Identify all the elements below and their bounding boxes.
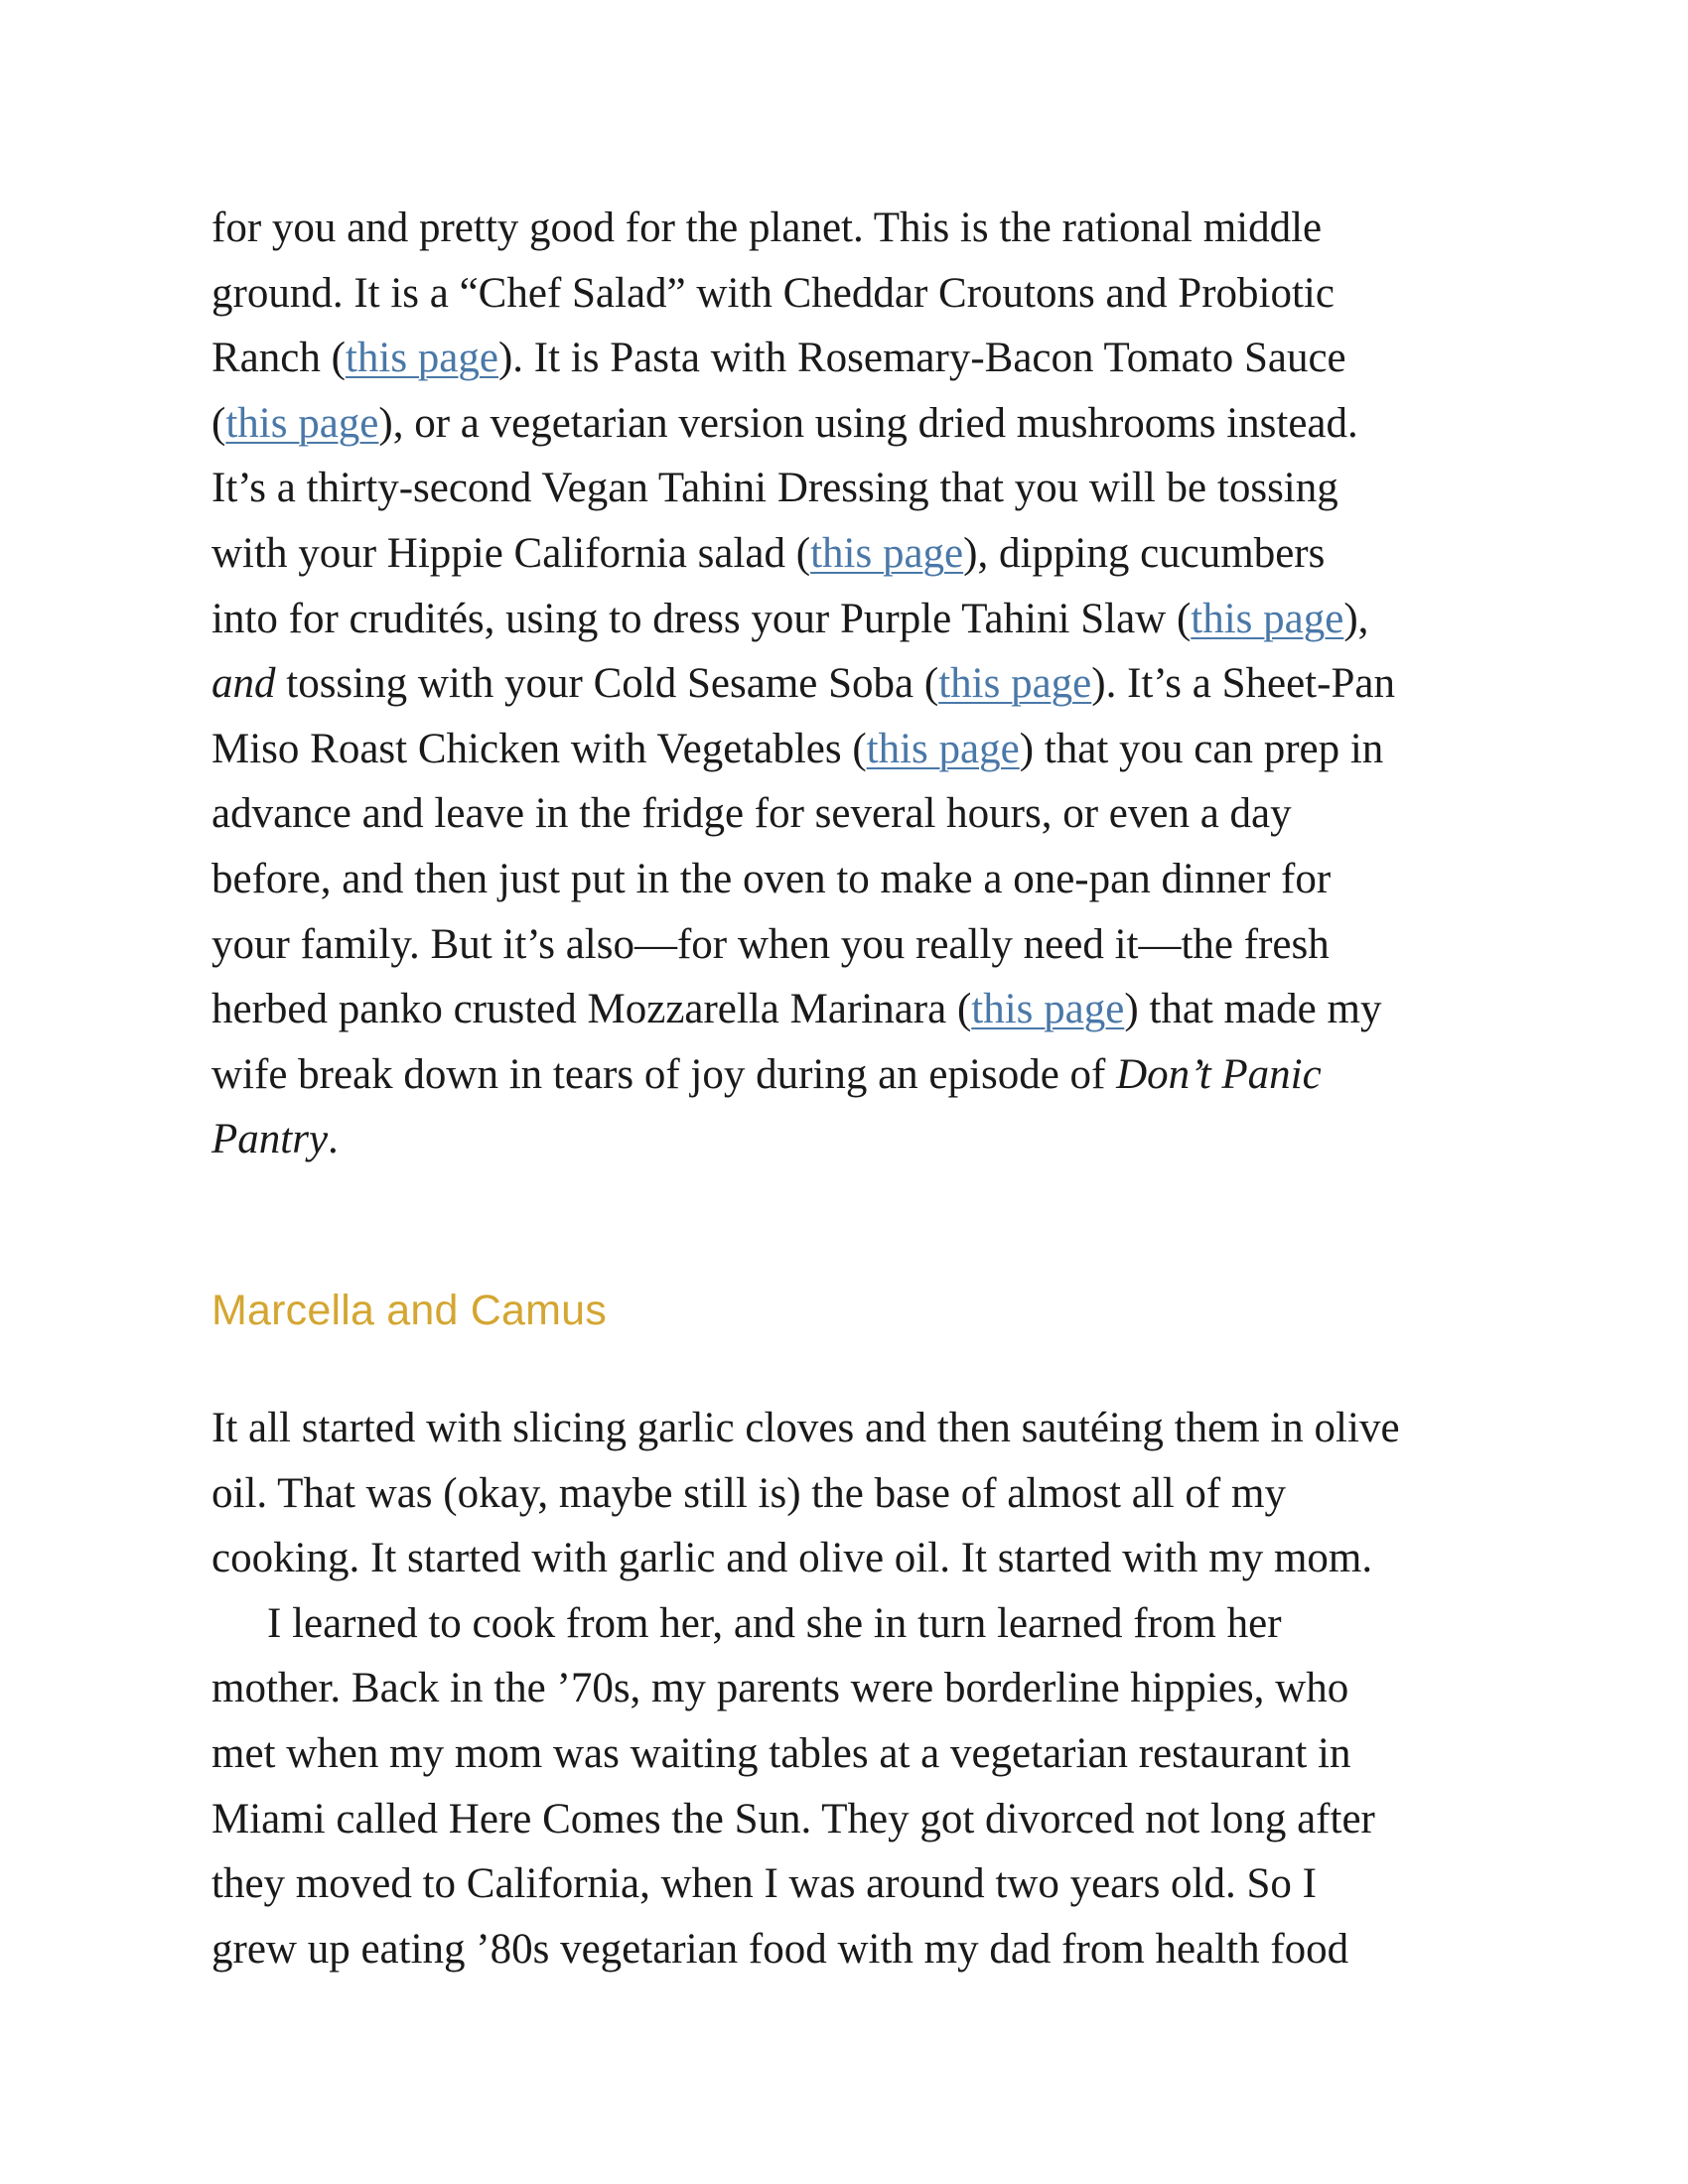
text-line bbox=[211, 391, 1492, 457]
text-run: with your Hippie California salad ( bbox=[211, 529, 811, 577]
this-page-link-chicken[interactable]: this page bbox=[866, 725, 1020, 772]
paragraph-garlic bbox=[211, 1396, 1492, 1591]
paragraph-intro bbox=[211, 196, 1492, 1172]
text-run: ), or a vegetarian version using dried mushrooms instead. bbox=[378, 399, 1358, 447]
body-text-section bbox=[211, 1396, 1492, 1981]
text-line: for you and pretty good for the planet. This is the rational middle bbox=[211, 205, 1323, 251]
text-line: mother. Back in the ’70s, my parents were borderline hippies, who bbox=[211, 1665, 1349, 1712]
this-page-link-mozzarella[interactable]: this page bbox=[971, 986, 1125, 1033]
paragraph-mom bbox=[211, 1591, 1492, 1982]
text-line: advance and leave in the fridge for several hours, or even a day bbox=[211, 790, 1292, 838]
body-text-top bbox=[211, 196, 1492, 1172]
section-heading: Marcella and Camus bbox=[211, 1287, 607, 1334]
text-run: ) that made my bbox=[1124, 986, 1382, 1033]
text-line bbox=[211, 977, 1492, 1042]
this-page-link-ranch[interactable]: this page bbox=[345, 335, 498, 382]
text-run: ( bbox=[211, 399, 226, 447]
text-line: I learned to cook from her, and she in turn learned from her bbox=[267, 1599, 1282, 1647]
text-line bbox=[211, 326, 1492, 391]
text-line: grew up eating ’80s vegetarian food with my dad from health food bbox=[211, 1925, 1349, 1973]
text-run: wife break down in tears of joy during an episode of bbox=[211, 1050, 1117, 1098]
text-line: oil. That was (okay, maybe still is) the base of almost all of my bbox=[211, 1469, 1286, 1517]
text-line bbox=[211, 651, 1492, 717]
text-run: ) that you can prep in bbox=[1019, 725, 1384, 772]
text-line bbox=[211, 1042, 1492, 1108]
text-line: before, and then just put in the oven to make a one-pan dinner for bbox=[211, 855, 1332, 902]
text-run: Miso Roast Chicken with Vegetables ( bbox=[211, 725, 867, 772]
text-line: It all started with slicing garlic cloves and then sautéing them in olive bbox=[211, 1405, 1400, 1451]
this-page-link-soba[interactable]: this page bbox=[938, 660, 1092, 708]
text-line: cooking. It started with garlic and olive oil. It started with my mom. bbox=[211, 1535, 1373, 1582]
text-line bbox=[211, 717, 1492, 782]
text-run: . bbox=[328, 1116, 339, 1163]
text-run: Ranch ( bbox=[211, 335, 346, 382]
text-line: It’s a thirty-second Vegan Tahini Dressing that you will be tossing bbox=[211, 465, 1338, 512]
this-page-link-slaw[interactable]: this page bbox=[1191, 595, 1344, 642]
show-title-text: Don’t Panic bbox=[1116, 1050, 1322, 1098]
text-run: ). It is Pasta with Rosemary-Bacon Tomato Sauce bbox=[497, 335, 1346, 382]
text-run: into for crudités, using to dress your Purple Tahini Slaw ( bbox=[211, 595, 1192, 642]
text-line: they moved to California, when I was around two years old. So I bbox=[211, 1860, 1317, 1908]
text-run: tossing with your Cold Sesame Soba ( bbox=[275, 660, 939, 708]
this-page-link-salad[interactable]: this page bbox=[810, 529, 964, 577]
text-line: met when my mom was waiting tables at a vegetarian restaurant in bbox=[211, 1729, 1351, 1777]
text-run: ). It’s a Sheet-Pan bbox=[1091, 660, 1395, 708]
text-line: Miami called Here Comes the Sun. They got divorced not long after bbox=[211, 1795, 1375, 1843]
text-line: your family. But it’s also—for when you really need it—the fresh bbox=[211, 920, 1330, 968]
text-line bbox=[211, 1107, 1492, 1172]
text-run: ), dipping cucumbers bbox=[963, 529, 1326, 577]
text-line bbox=[211, 587, 1492, 652]
show-title-text: Pantry bbox=[211, 1116, 329, 1163]
text-run: herbed panko crusted Mozzarella Marinara ( bbox=[211, 986, 972, 1033]
text-line bbox=[211, 521, 1492, 587]
text-line: ground. It is a “Chef Salad” with Cheddar Croutons and Probiotic bbox=[211, 269, 1335, 317]
this-page-link-pasta[interactable]: this page bbox=[225, 399, 379, 447]
emphasis-text: and bbox=[211, 660, 276, 708]
text-run: ), bbox=[1343, 595, 1369, 642]
